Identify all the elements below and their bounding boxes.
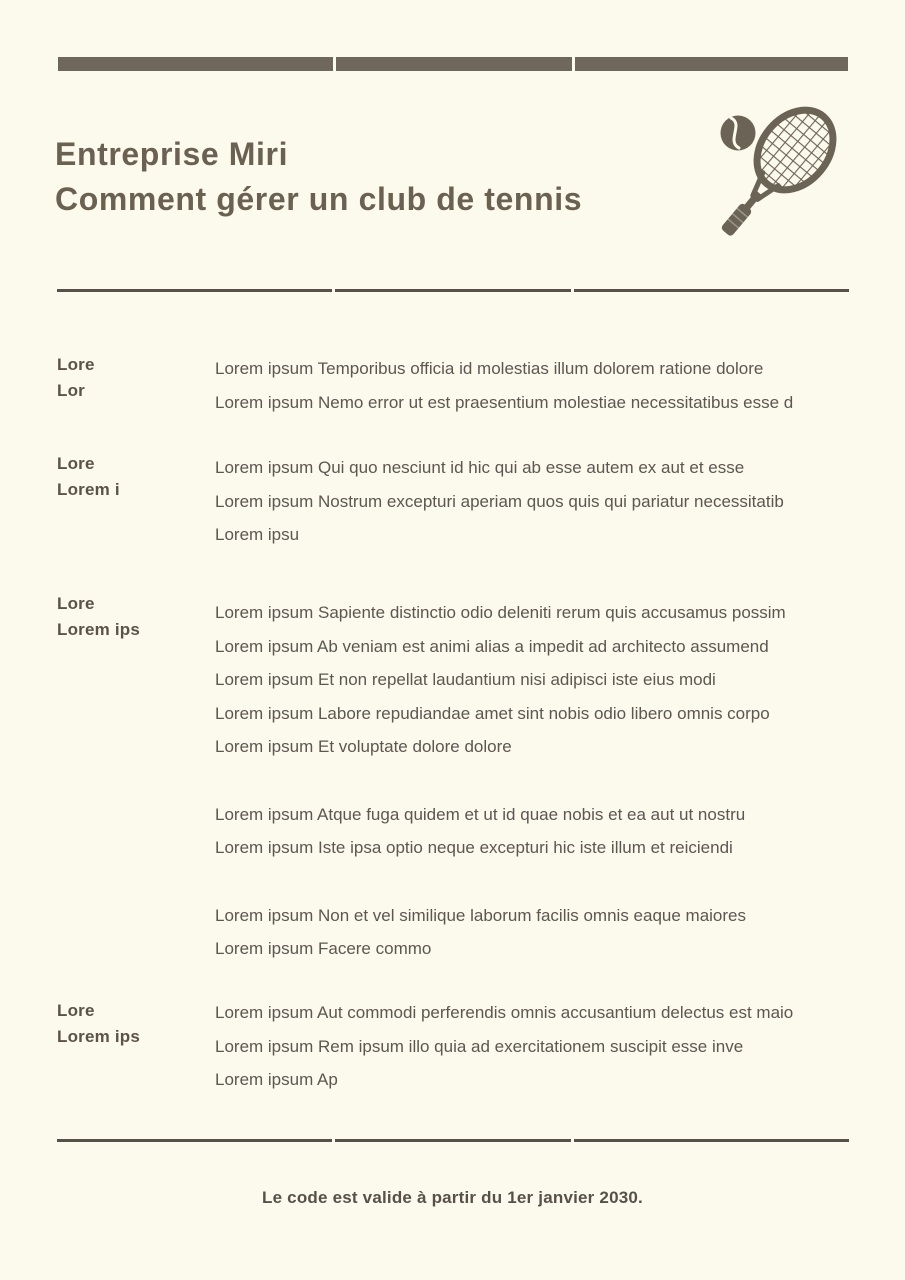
paragraph-line: Lorem ipsum Aut commodi perferendis omnis accusantium delectus est maio (215, 1003, 794, 1022)
divider-segment (57, 1139, 332, 1142)
paragraph-line: Lorem ipsum Sapiente distinctio odio deleniti rerum quis accusamus possim (215, 603, 786, 622)
section-label-line: Lorem ips (57, 1027, 141, 1046)
paragraph-line: Lorem ipsum Facere commo (215, 939, 432, 958)
paragraph-line: Lorem ipsum Et non repellat laudantium nisi adipisci iste eius modi (215, 670, 716, 689)
section-2-label (57, 451, 120, 503)
paragraph-line: Lorem ipsum Et voluptate dolore dolore (215, 737, 512, 756)
tennis-racket-icon (692, 96, 862, 256)
page-title-line1: Entreprise Miri (55, 136, 289, 172)
header-bar-segment (58, 57, 333, 71)
tennis-racket-svg (692, 96, 862, 256)
header-bar-segment (575, 57, 848, 71)
section-label-line: Lorem ips (57, 620, 141, 639)
section-3-content (215, 596, 786, 966)
page-title (55, 132, 582, 222)
divider-segment (57, 289, 332, 292)
section-label-line: Lorem i (57, 480, 120, 499)
page-title-line2: Comment gérer un club de tennis (55, 181, 583, 217)
section-label-line: Lore (57, 355, 95, 374)
section-label-line: Lore (57, 454, 95, 473)
paragraph-line: Lorem ipsum Atque fuga quidem et ut id quae nobis et ea aut ut nostru (215, 804, 746, 824)
paragraph-line: Lorem ipsum Nostrum excepturi aperiam quos quis qui pariatur necessitatib (215, 491, 784, 511)
section-4-label (57, 998, 140, 1050)
paragraph-line: Lorem ipsum Ab veniam est animi alias a impedit ad architecto assumend (215, 636, 769, 656)
divider-top (57, 289, 849, 292)
paragraph-line: Lorem ipsu (215, 525, 300, 544)
paragraph-line: Lorem ipsum Labore repudiandae amet sint nobis odio libero omnis corpo (215, 703, 770, 723)
footer-note: Le code est valide à partir du 1er janvier 2030. (262, 1188, 643, 1207)
section-1-label (57, 352, 95, 404)
header-bar (58, 57, 848, 71)
section-3-label (57, 591, 140, 643)
tennis-ball-icon (721, 116, 756, 151)
section-1-content (215, 352, 793, 419)
paragraph-line: Lorem ipsum Qui quo nesciunt id hic qui ab esse autem ex aut et esse (215, 458, 745, 477)
paragraph-line: Lorem ipsum Iste ipsa optio neque excepturi hic iste illum et reiciendi (215, 838, 733, 857)
section-label-line: Lore (57, 1001, 95, 1020)
paragraph-line: Lorem ipsum Non et vel similique laborum facilis omnis eaque maiores (215, 905, 747, 925)
divider-segment (335, 1139, 571, 1142)
divider-bottom (57, 1139, 849, 1142)
section-2-content (215, 451, 784, 552)
paragraph-line: Lorem ipsum Rem ipsum illo quia ad exercitationem suscipit esse inve (215, 1036, 744, 1056)
section-label-line: Lore (57, 594, 95, 613)
paragraph-line: Lorem ipsum Ap (215, 1070, 338, 1089)
paragraph-line: Lorem ipsum Nemo error ut est praesentium molestiae necessitatibus esse d (215, 392, 794, 412)
divider-segment (574, 1139, 849, 1142)
divider-segment (335, 289, 571, 292)
section-label-line: Lor (57, 381, 85, 400)
section-4-content (215, 996, 793, 1097)
header-bar-segment (336, 57, 572, 71)
divider-segment (574, 289, 849, 292)
paragraph-line: Lorem ipsum Temporibus officia id molestias illum dolorem ratione dolore (215, 359, 764, 378)
